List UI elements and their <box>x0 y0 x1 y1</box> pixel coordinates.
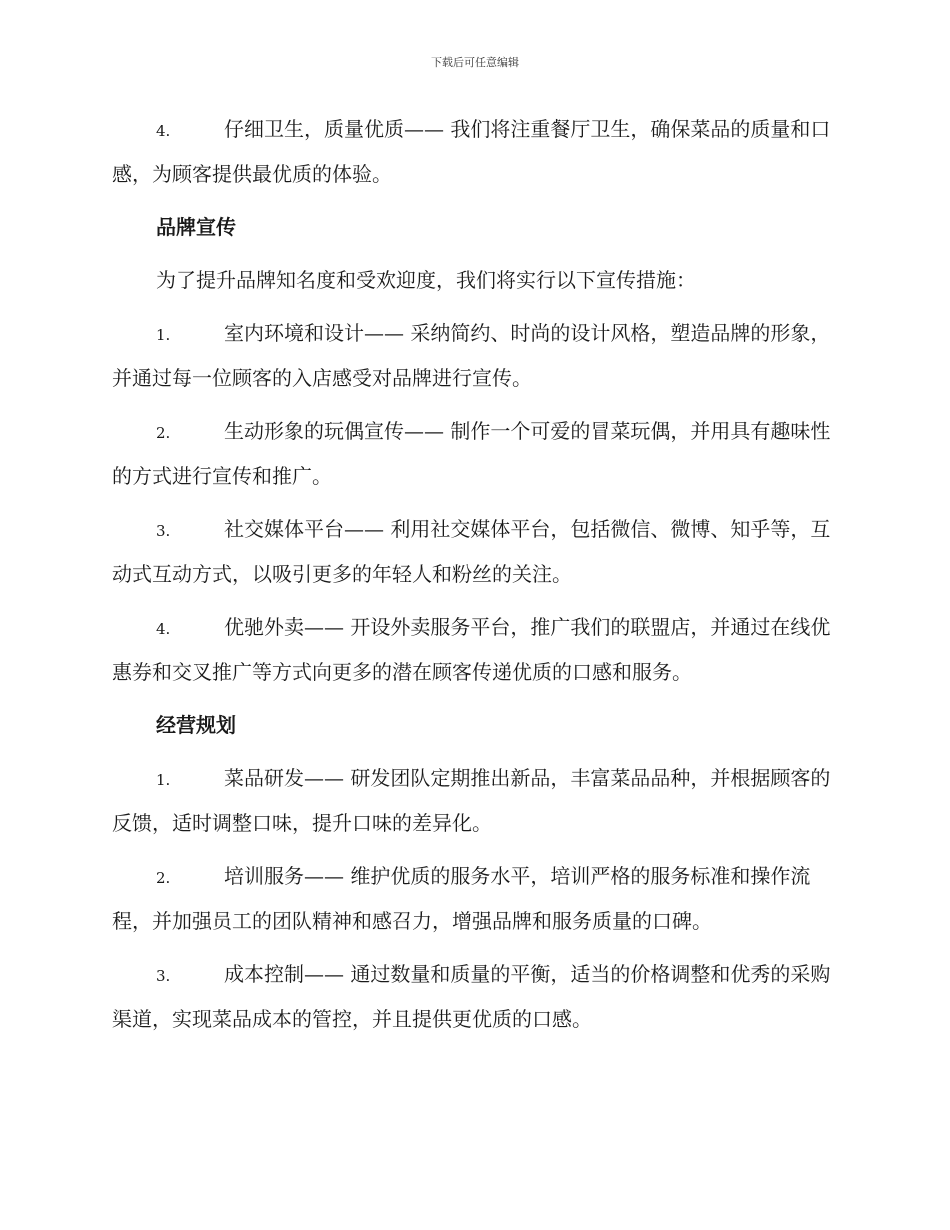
document-body <box>112 108 838 1051</box>
list-number: 3. <box>156 967 171 985</box>
list-number: 4. <box>156 122 171 140</box>
list-text: 菜品研发—— 研发团队定期推出新品，丰富菜品品种，并根据顾客的反馈，适时调整口味，提升口味的差异化。 <box>112 766 831 835</box>
list-item <box>112 312 838 400</box>
list-item <box>112 508 838 596</box>
list-item <box>112 410 838 498</box>
list-item <box>112 953 838 1041</box>
list-number: 1. <box>156 771 171 789</box>
list-text: 生动形象的玩偶宣传—— 制作一个可爱的冒菜玩偶，并用具有趣味性的方式进行宣传和推广。 <box>112 419 831 488</box>
list-item <box>112 108 838 196</box>
list-number: 3. <box>156 522 171 540</box>
list-number: 4. <box>156 620 171 638</box>
list-text: 优驰外卖—— 开设外卖服务平台，推广我们的联盟店，并通过在线优惠券和交叉推广等方式向更多的潜在顾客传递优质的口感和服务。 <box>112 615 831 684</box>
list-number: 2. <box>156 424 171 442</box>
list-text: 仔细卫生，质量优质—— 我们将注重餐厅卫生，确保菜品的质量和口感，为顾客提供最优质的体验。 <box>112 117 831 186</box>
list-number: 2. <box>156 869 171 887</box>
list-text: 培训服务—— 维护优质的服务水平，培训严格的服务标准和操作流程，并加强员工的团队精神和感召力，增强品牌和服务质量的口碑。 <box>112 864 811 933</box>
list-item <box>112 606 838 694</box>
section-heading-operations: 经营规划 <box>156 713 236 737</box>
page-header: 下载后可任意编辑 <box>431 56 519 69</box>
list-number: 1. <box>156 326 171 344</box>
list-text: 室内环境和设计—— 采纳简约、时尚的设计风格，塑造品牌的形象，并通过每一位顾客的入店感受对品牌进行宣传。 <box>112 321 831 390</box>
list-text: 成本控制—— 通过数量和质量的平衡，适当的价格调整和优秀的采购渠道，实现菜品成本的管控，并且提供更优质的口感。 <box>112 962 831 1031</box>
list-text: 社交媒体平台—— 利用社交媒体平台，包括微信、微博、知乎等，互动式互动方式，以吸引更多的年轻人和粉丝的关注。 <box>112 517 831 586</box>
list-item <box>112 855 838 943</box>
list-item <box>112 757 838 845</box>
section-heading-brand: 品牌宣传 <box>156 215 236 239</box>
brand-intro-paragraph: 为了提升品牌知名度和受欢迎度，我们将实行以下宣传措施： <box>156 268 696 292</box>
